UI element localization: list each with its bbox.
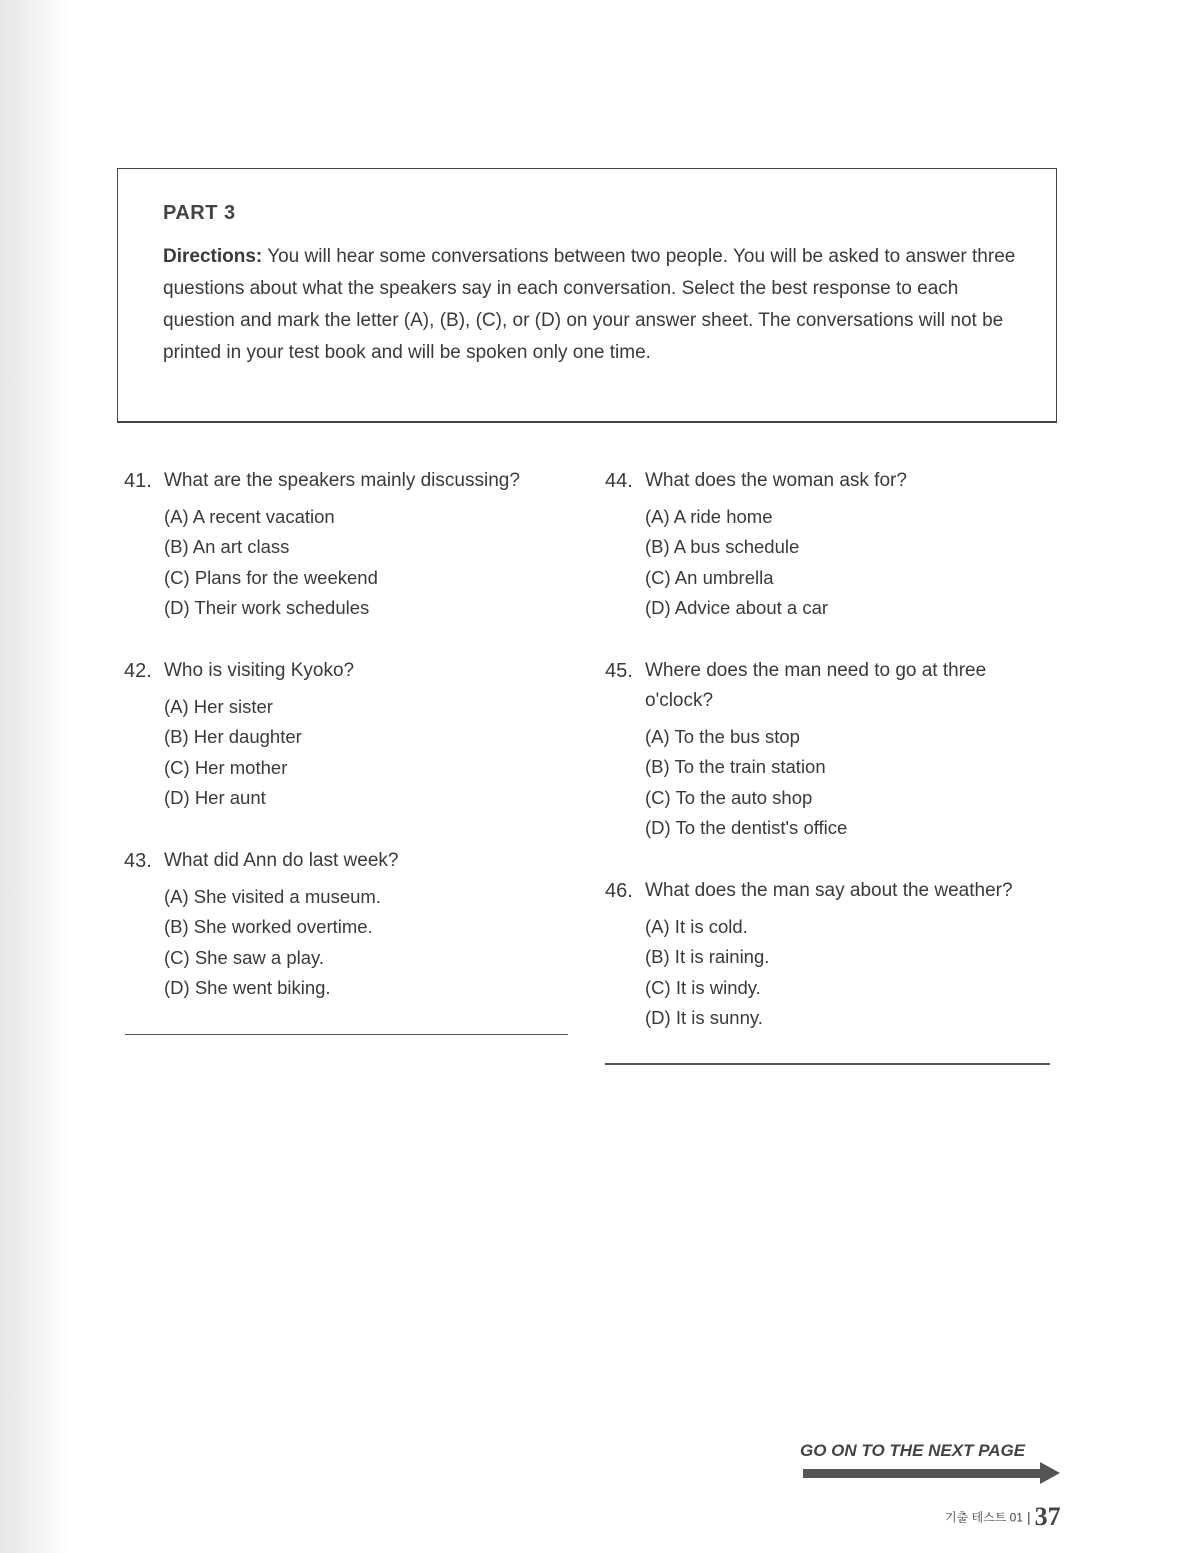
option-list — [645, 502, 1055, 623]
option-b: (B) She worked overtime. — [164, 916, 373, 938]
left-column-divider — [125, 1034, 568, 1035]
question-text: What does the woman ask for? — [645, 470, 907, 491]
option-list — [164, 882, 574, 1003]
option-b: (B) Her daughter — [164, 726, 302, 748]
option-list — [164, 502, 574, 623]
page-edge-shadow — [0, 0, 70, 1553]
option-b: (B) It is raining. — [645, 946, 770, 968]
option-d: (D) To the dentist's office — [645, 816, 848, 838]
option-d: (D) Her aunt — [164, 786, 266, 808]
option-list — [645, 912, 1055, 1033]
question-text: What did Ann do last week? — [164, 850, 399, 871]
question-43 — [124, 846, 574, 1003]
question-number: 43. — [124, 850, 152, 872]
question-41 — [124, 466, 574, 623]
question-text: Where does the man need to go at three o'clock? — [645, 660, 987, 711]
option-a: (A) To the bus stop — [645, 726, 800, 747]
question-number: 45. — [605, 660, 633, 682]
footer-separator: | — [1026, 1509, 1031, 1525]
option-b: (B) A bus schedule — [645, 536, 800, 558]
option-a: (A) It is cold. — [645, 916, 748, 937]
question-44 — [605, 466, 1055, 623]
option-d: (D) It is sunny. — [645, 1006, 763, 1028]
option-a: (A) A ride home — [645, 506, 773, 527]
directions-body: You will hear some conversations between two people. You will be asked to answer three questions about what the speakers say in each conversation. Select the best response to each question and mark the letter (A), (B), (C), or (D) on your answer sheet. The conversations will not be printed in your test book and will be spoken only one time. — [163, 246, 1016, 363]
question-number: 41. — [124, 470, 152, 492]
option-b: (B) To the train station — [645, 756, 826, 778]
question-text: Who is visiting Kyoko? — [164, 660, 355, 681]
part-title: PART 3 — [163, 202, 236, 224]
option-c: (C) Plans for the weekend — [164, 566, 378, 588]
right-column-divider — [605, 1063, 1050, 1065]
question-text: What does the man say about the weather? — [645, 880, 1013, 901]
page-footer — [945, 1502, 1061, 1532]
option-c: (C) Her mother — [164, 756, 288, 778]
question-46 — [605, 876, 1055, 1033]
next-page-arrow-icon — [803, 1469, 1041, 1478]
question-number: 44. — [605, 470, 633, 492]
directions-box — [117, 168, 1057, 423]
page-number: 37 — [1034, 1502, 1061, 1531]
option-a: (A) A recent vacation — [164, 506, 335, 527]
option-c: (C) It is windy. — [645, 976, 761, 998]
option-d: (D) Their work schedules — [164, 596, 370, 618]
arrow-head-icon — [1040, 1462, 1060, 1484]
option-c: (C) An umbrella — [645, 566, 774, 588]
option-a: (A) She visited a museum. — [164, 886, 381, 907]
directions-label: Directions: — [163, 246, 263, 267]
question-number: 46. — [605, 880, 633, 902]
directions-paragraph — [163, 241, 1023, 369]
question-42 — [124, 656, 574, 813]
question-text: What are the speakers mainly discussing? — [164, 470, 520, 491]
next-page-label: GO ON TO THE NEXT PAGE — [800, 1441, 1026, 1460]
question-45 — [605, 656, 1025, 843]
option-a: (A) Her sister — [164, 696, 273, 717]
option-c: (C) To the auto shop — [645, 786, 813, 808]
option-list — [164, 692, 574, 813]
option-c: (C) She saw a play. — [164, 946, 325, 968]
question-number: 42. — [124, 660, 152, 682]
footer-section-label: 기출 테스트 01 — [945, 1510, 1023, 1525]
option-b: (B) An art class — [164, 536, 290, 558]
option-d: (D) She went biking. — [164, 976, 331, 998]
option-d: (D) Advice about a car — [645, 596, 829, 618]
option-list — [645, 722, 1025, 843]
